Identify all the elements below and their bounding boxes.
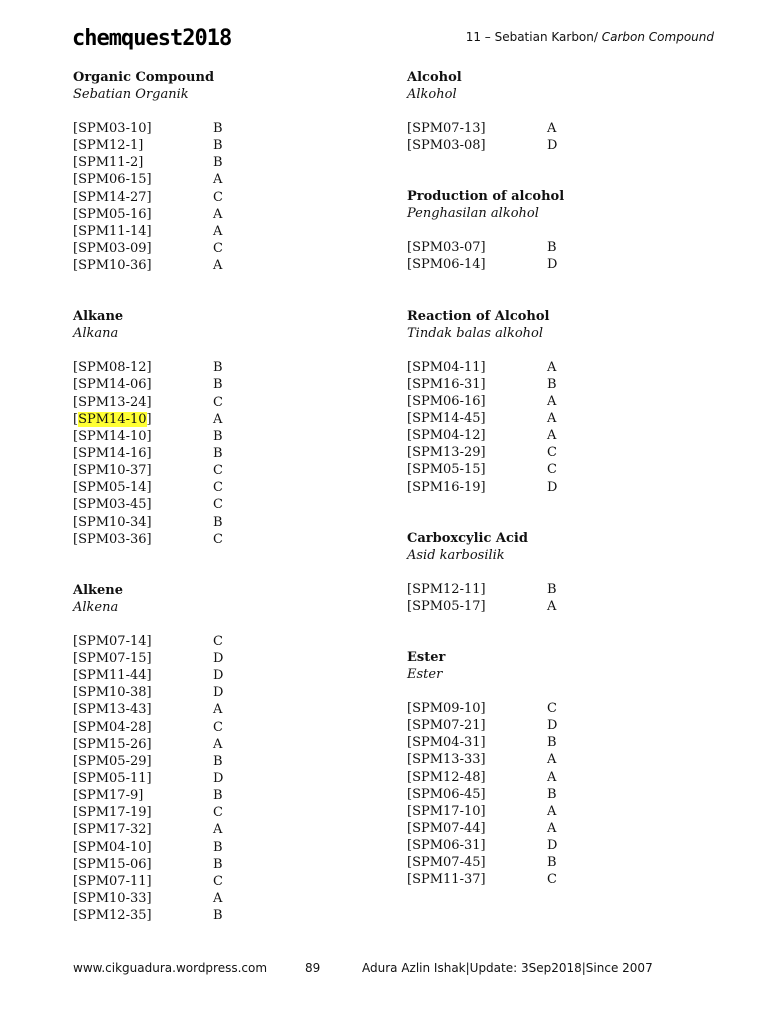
answer-letter: B (213, 788, 223, 804)
answer-row (73, 462, 373, 479)
answer-letter: A (213, 172, 223, 188)
question-code: [SPM03-07] (407, 240, 486, 256)
chemquest-logo: chemquest2018 (72, 26, 232, 51)
question-code: [SPM04-31] (407, 735, 486, 751)
answer-letter: B (213, 856, 223, 872)
question-code: [SPM13-43] (73, 702, 152, 718)
section-subtitle: Alkohol (407, 87, 457, 102)
page-number: 89 (305, 961, 321, 975)
answer-letter: C (213, 463, 223, 479)
question-code: [SPM17-19] (73, 805, 152, 821)
answer-letter: C (213, 873, 223, 889)
highlighted-code: SPM14-10 (78, 411, 147, 427)
answer-row (407, 256, 707, 273)
answer-row (407, 820, 707, 837)
answer-row (407, 598, 707, 615)
answer-row (73, 804, 373, 821)
answer-row (407, 359, 707, 376)
question-code: [SPM05-29] (73, 753, 152, 769)
answer-row (407, 581, 707, 598)
answer-row (73, 189, 373, 206)
question-code: [SPM15-06] (73, 856, 152, 872)
answer-row (407, 700, 707, 717)
answer-row (73, 770, 373, 787)
question-code: [SPM14-06] (73, 377, 152, 393)
chapter-title-en: Carbon Compound (601, 30, 714, 44)
answer-row (407, 734, 707, 751)
section-title: Alkene (73, 582, 124, 598)
answer-letter: B (213, 121, 223, 136)
answer-letter: A (547, 820, 557, 836)
answer-row (407, 803, 707, 820)
answer-letter: A (213, 822, 223, 838)
question-code: [SPM03-08] (407, 138, 486, 154)
question-code: [SPM11-14] (73, 223, 152, 239)
answer-row (73, 633, 373, 650)
question-code: [SPM12-48] (407, 769, 486, 785)
question-code: [SPM10-37] (73, 463, 152, 479)
question-code: [SPM05-11] (73, 770, 152, 786)
question-code: [SPM06-16] (407, 393, 486, 409)
question-code: [SPM04-11] (407, 359, 486, 375)
question-code: [SPM11-37] (407, 872, 486, 888)
answer-row (407, 751, 707, 768)
question-code: [SPM04-28] (73, 719, 152, 735)
answer-row (73, 428, 373, 445)
answer-letter: B (213, 908, 223, 924)
section-title: Carboxcylic Acid (407, 530, 528, 546)
section-subtitle: Asid karbosilik (407, 547, 505, 563)
answer-row (407, 393, 707, 410)
answer-row (73, 667, 373, 684)
question-code: [SPM07-45] (407, 855, 486, 871)
question-code: [SPM17-10] (407, 803, 486, 819)
answer-letter: C (213, 480, 223, 496)
answer-row (73, 171, 373, 188)
question-code: [SPM03-10] (73, 121, 152, 136)
answer-letter: C (213, 394, 223, 410)
answer-letter: A (213, 702, 223, 718)
question-code: [SPM07-15] (73, 650, 152, 666)
answer-row (73, 257, 373, 274)
section-title: Reaction of Alcohol (407, 308, 550, 324)
question-code: [SPM07-14] (73, 633, 152, 649)
question-code: [SPM07-13] (407, 121, 486, 136)
answer-row (407, 871, 707, 888)
answer-letter: B (547, 376, 557, 392)
answer-row (407, 239, 707, 256)
answer-row (73, 445, 373, 462)
answer-row (73, 684, 373, 701)
question-code: [SPM05-16] (73, 206, 152, 222)
answer-letter: B (547, 855, 557, 871)
answer-section (73, 308, 373, 548)
section-title: Ester (407, 649, 446, 665)
question-code: [SPM05-15] (407, 462, 486, 478)
answer-letter: C (547, 700, 557, 716)
section-subtitle: Alkena (73, 599, 119, 615)
question-code: [SPM14-10] (73, 428, 152, 444)
answer-row (73, 120, 373, 137)
answer-letter: B (213, 839, 223, 855)
answer-row (73, 719, 373, 736)
answer-letter: B (213, 445, 223, 461)
answer-row (73, 359, 373, 376)
answer-letter: B (213, 138, 223, 154)
answer-section (407, 530, 707, 615)
answer-letter: C (547, 445, 557, 461)
answer-row (73, 873, 373, 890)
answer-letter: B (547, 240, 557, 256)
answer-letter: D (547, 138, 558, 154)
question-code: [SPM03-45] (73, 497, 152, 513)
answer-section (407, 69, 707, 154)
answer-letter: A (213, 223, 223, 239)
answer-letter: D (547, 718, 558, 734)
answer-letter: B (547, 786, 557, 802)
answer-letter: A (547, 752, 557, 768)
answer-letter: B (213, 360, 223, 376)
answer-row (73, 496, 373, 513)
question-code: [SPM11-2] (73, 155, 144, 171)
question-code: [SPM03-36] (73, 531, 152, 547)
section-subtitle: Tindak balas alkohol (407, 325, 544, 341)
answer-row (73, 154, 373, 171)
answer-letter: A (547, 598, 557, 614)
answer-letter: A (213, 736, 223, 752)
answer-letter: C (213, 531, 223, 547)
left-column (73, 69, 373, 958)
question-code: [SPM07-11] (73, 873, 152, 889)
question-code: [SPM12-11] (407, 581, 486, 597)
question-code: [SPM13-33] (407, 752, 486, 768)
answer-letter: A (547, 393, 557, 409)
answer-row (407, 854, 707, 871)
answer-letter: D (547, 257, 558, 273)
answer-letter: A (547, 121, 557, 136)
answer-letter: A (213, 206, 223, 222)
answer-row (73, 701, 373, 718)
question-code: [SPM09-10] (407, 700, 486, 716)
footer-credit: Adura Azlin Ishak|Update: 3Sep2018|Since 2007 (362, 961, 653, 975)
section-title: Production of alcohol (407, 189, 565, 205)
question-code: [SPM12-1] (73, 138, 144, 154)
answer-row (407, 786, 707, 803)
section-subtitle: Alkana (73, 326, 119, 342)
answer-row (73, 890, 373, 907)
page-footer (73, 961, 713, 975)
answer-row (407, 410, 707, 427)
answer-letter: C (547, 872, 557, 888)
answer-row (73, 223, 373, 240)
answer-row (407, 769, 707, 786)
question-code: [SPM14-16] (73, 445, 152, 461)
answer-letter: C (547, 462, 557, 478)
question-code: [SPM17-32] (73, 822, 152, 838)
answer-letter: C (213, 805, 223, 821)
question-code: [SPM06-31] (407, 838, 486, 854)
question-code: [SPM10-33] (73, 890, 152, 906)
question-code: [SPM12-35] (73, 908, 152, 924)
chapter-header (466, 30, 714, 44)
question-code: [SPM05-17] (407, 598, 486, 614)
question-code: [SPM06-15] (73, 172, 152, 188)
right-column (407, 69, 707, 923)
question-code: [SPM14-45] (407, 410, 486, 426)
answer-row (73, 907, 373, 924)
answer-letter: A (547, 359, 557, 375)
answer-letter: A (213, 411, 223, 427)
answer-row (73, 650, 373, 667)
question-code: [SPM10-34] (73, 514, 152, 530)
answer-row (73, 240, 373, 257)
question-code: [SPM10-36] (73, 258, 152, 274)
answer-row (407, 461, 707, 478)
answer-letter: A (547, 410, 557, 426)
question-code: [SPM15-26] (73, 736, 152, 752)
question-code: [SPM03-09] (73, 240, 152, 256)
answer-letter: A (213, 890, 223, 906)
answer-row (73, 787, 373, 804)
answer-letter: B (213, 428, 223, 444)
answer-row (73, 479, 373, 496)
question-code: [SPM16-19] (407, 479, 486, 495)
question-code: [SPM04-10] (73, 839, 152, 855)
answer-letter: B (213, 155, 223, 171)
section-subtitle: Ester (407, 666, 443, 682)
answer-letter: D (213, 668, 224, 684)
answer-row (407, 120, 707, 137)
answer-row (407, 717, 707, 734)
question-code: [SPM16-31] (407, 376, 486, 392)
answer-section (73, 582, 373, 924)
answer-letter: B (213, 753, 223, 769)
answer-section (407, 188, 707, 273)
answer-row (73, 394, 373, 411)
answer-row (73, 736, 373, 753)
question-code: [SPM07-44] (407, 820, 486, 836)
footer-website[interactable]: www.cikguadura.wordpress.com (73, 961, 268, 975)
answer-row (73, 839, 373, 856)
answer-letter: B (547, 581, 557, 597)
question-code: [SPM14-10] (73, 411, 152, 427)
section-title: Alcohol (407, 70, 462, 85)
question-code: [SPM06-14] (407, 257, 486, 273)
answer-row (407, 444, 707, 461)
answer-letter: C (213, 497, 223, 513)
answer-letter: D (547, 479, 558, 495)
answer-section (407, 308, 707, 496)
section-subtitle: Sebatian Organik (73, 87, 189, 102)
answer-letter: D (213, 770, 224, 786)
answer-letter: A (547, 428, 557, 444)
question-code: [SPM06-45] (407, 786, 486, 802)
answer-letter: D (213, 650, 224, 666)
answer-letter: B (213, 514, 223, 530)
answer-row (73, 206, 373, 223)
answer-row (407, 376, 707, 393)
section-title: Alkane (73, 309, 124, 325)
answer-row (73, 821, 373, 838)
answer-letter: B (213, 377, 223, 393)
answer-row (407, 479, 707, 496)
answer-row (73, 137, 373, 154)
answer-row (73, 856, 373, 873)
answer-row (73, 514, 373, 531)
answer-section (407, 649, 707, 889)
answer-row (73, 411, 373, 428)
question-code: [SPM07-21] (407, 718, 486, 734)
section-subtitle: Penghasilan alkohol (407, 206, 539, 222)
answer-letter: D (213, 685, 224, 701)
question-code: [SPM05-14] (73, 480, 152, 496)
question-code: [SPM17-9] (73, 788, 144, 804)
answer-row (407, 837, 707, 854)
answer-section (73, 69, 373, 274)
answer-row (407, 427, 707, 444)
answer-letter: B (547, 735, 557, 751)
answer-row (407, 137, 707, 154)
question-code: [SPM13-24] (73, 394, 152, 410)
section-title: Organic Compound (73, 70, 215, 85)
answer-letter: C (213, 633, 223, 649)
answer-letter: C (213, 719, 223, 735)
answer-letter: C (213, 240, 223, 256)
answer-letter: A (547, 803, 557, 819)
answer-row (73, 531, 373, 548)
answer-letter: A (547, 769, 557, 785)
answer-letter: A (213, 258, 223, 274)
answer-row (73, 376, 373, 393)
answer-row (73, 753, 373, 770)
answer-letter: C (213, 189, 223, 205)
answer-letter: D (547, 838, 558, 854)
chapter-title: 11 – Sebatian Karbon/ (465, 30, 602, 44)
question-code: [SPM13-29] (407, 445, 486, 461)
question-code: [SPM14-27] (73, 189, 152, 205)
question-code: [SPM08-12] (73, 360, 152, 376)
question-code: [SPM10-38] (73, 685, 152, 701)
question-code: [SPM04-12] (407, 428, 486, 444)
question-code: [SPM11-44] (73, 668, 152, 684)
